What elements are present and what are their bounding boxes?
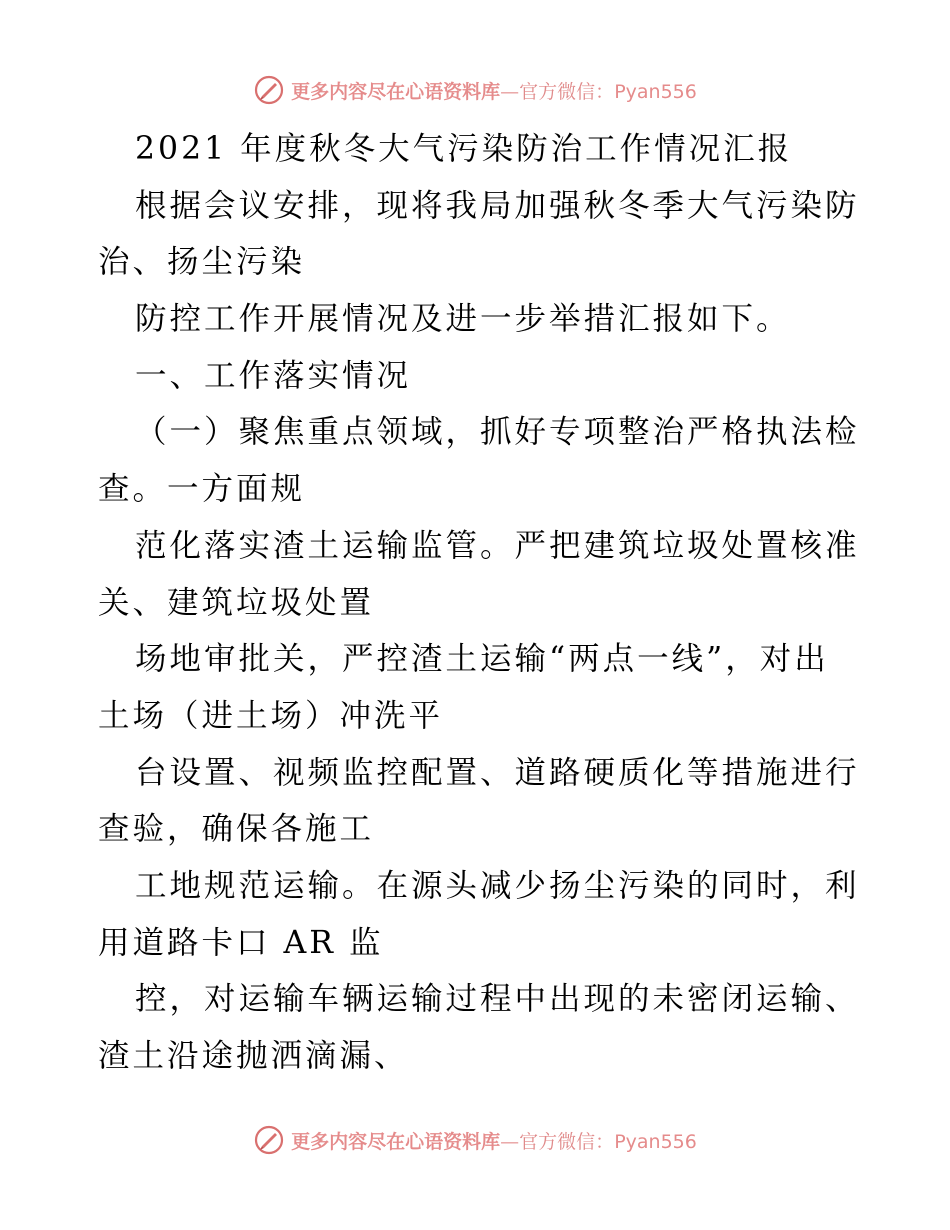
paragraph-line: 关、建筑垃圾处置: [98, 584, 375, 621]
paragraph-line: 场地审批关，严控渣土运输“两点一线”，对出: [135, 641, 829, 678]
watermark-account: Pyan556: [614, 80, 697, 103]
watermark-wechat-label: 官方微信：: [519, 80, 615, 103]
paragraph-line: 渣土沿途抛洒滴漏、: [98, 1038, 409, 1074]
paragraph-line: 防控工作开展情况及进一步举措汇报如下。: [135, 301, 791, 338]
paragraph-line: 范化落实渣土运输监管。严把建筑垃圾处置核准: [135, 527, 860, 564]
watermark-wechat-label: 官方微信：: [519, 1130, 615, 1153]
watermark-header: [0, 70, 950, 110]
paragraph-line: 用道路卡口 AR 监: [98, 924, 384, 961]
paragraph-line: 查验，确保各施工: [98, 811, 375, 848]
watermark-separator: —: [500, 1130, 520, 1153]
watermark-separator: —: [500, 80, 520, 103]
paragraph-line: 根据会议安排，现将我局加强秋冬季大气污染防: [135, 187, 860, 224]
paragraph-line: 工地规范运输。在源头减少扬尘污染的同时，利: [135, 867, 860, 904]
watermark-text: [291, 77, 697, 104]
paragraph-line: 治、扬尘污染: [98, 244, 306, 281]
document-title: 2021 年度秋冬大气污染防治工作情况汇报: [135, 131, 793, 167]
pen-logo-icon: [253, 74, 285, 106]
paragraph-line: 查。一方面规: [98, 471, 306, 508]
watermark-main-text: 更多内容尽在心语资料库: [291, 80, 501, 103]
watermark-account: Pyan556: [614, 1130, 697, 1153]
paragraph-line: 控，对运输车辆运输过程中出现的未密闭运输、: [135, 981, 860, 1018]
watermark-text: [291, 1127, 697, 1154]
section-heading: 一、工作落实情况: [135, 357, 412, 394]
pen-logo-icon: [253, 1124, 285, 1156]
watermark-footer: [0, 1120, 950, 1160]
watermark-main-text: 更多内容尽在心语资料库: [291, 1130, 501, 1153]
document-body: [98, 121, 858, 1085]
paragraph-line: （一）聚焦重点领域，抓好专项整治严格执法检: [135, 414, 860, 451]
paragraph-line: 土场（进土场）冲洗平: [98, 697, 444, 734]
paragraph-line: 台设置、视频监控配置、道路硬质化等措施进行: [135, 754, 860, 791]
